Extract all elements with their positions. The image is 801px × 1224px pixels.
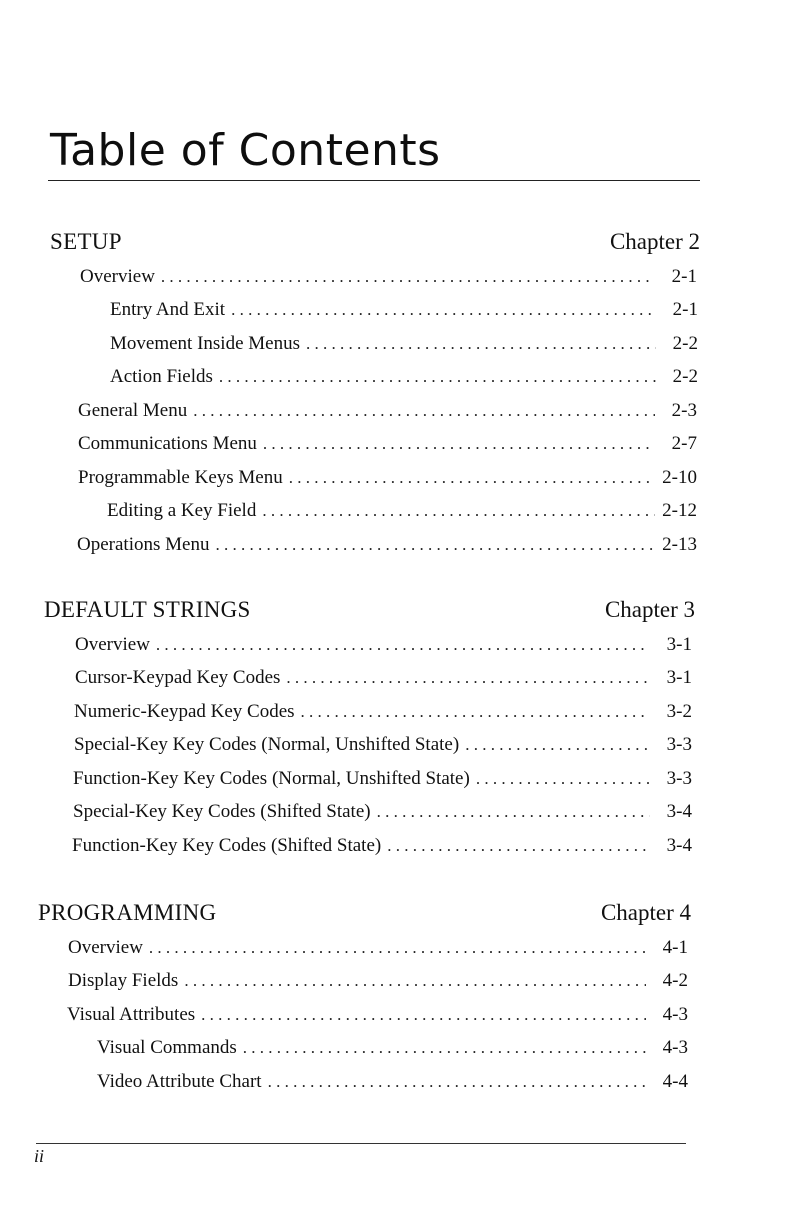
- page-number: ii: [34, 1146, 45, 1166]
- dot-leader: [263, 434, 655, 454]
- entry-page: 2-7: [671, 433, 697, 455]
- toc-entry[interactable]: [44, 762, 695, 796]
- dot-leader: [387, 836, 650, 856]
- entry-page: 4-1: [662, 936, 688, 958]
- section-setup: [50, 227, 700, 562]
- toc-entry[interactable]: [44, 662, 695, 696]
- dot-leader: [193, 401, 655, 421]
- entry-page: 2-2: [672, 366, 698, 388]
- entry-page: 2-1: [672, 299, 698, 321]
- toc-entry[interactable]: [38, 965, 691, 999]
- toc-entry[interactable]: [38, 1032, 691, 1066]
- dot-leader: [377, 802, 650, 822]
- section-heading: [44, 595, 695, 625]
- toc-entry[interactable]: [50, 461, 700, 495]
- toc-entry[interactable]: [38, 998, 691, 1032]
- entry-page: 4-2: [662, 970, 688, 992]
- toc-entry[interactable]: [50, 528, 700, 562]
- entry-title: Overview: [80, 265, 155, 287]
- section-default-strings: [44, 595, 695, 863]
- entry-page: 2-1: [671, 265, 697, 287]
- entry-page: 2-2: [672, 332, 698, 354]
- chapter-label: Chapter 4: [600, 900, 691, 925]
- section-heading: [38, 898, 691, 928]
- section-name: PROGRAMMING: [38, 900, 217, 925]
- dot-leader: [268, 1072, 646, 1092]
- page-title: Table of Contents: [50, 125, 441, 176]
- toc-entry[interactable]: [50, 260, 700, 294]
- entry-page: 3-1: [666, 633, 692, 655]
- toc-entry[interactable]: [44, 628, 695, 662]
- dot-leader: [306, 334, 656, 354]
- footer-rule: [36, 1143, 686, 1144]
- entry-title: Special-Key Key Codes (Normal, Unshifted State): [74, 734, 460, 756]
- dot-leader: [262, 501, 655, 521]
- entry-title: Programmable Keys Menu: [78, 466, 283, 488]
- chapter-label: Chapter 3: [604, 597, 695, 622]
- entry-title: Numeric-Keypad Key Codes: [74, 700, 295, 722]
- entry-page: 3-4: [666, 834, 692, 856]
- section-name: DEFAULT STRINGS: [44, 597, 251, 622]
- entry-page: 2-13: [662, 533, 697, 555]
- section-programming: [38, 898, 691, 1099]
- dot-leader: [149, 938, 646, 958]
- section-name: SETUP: [50, 229, 122, 254]
- entry-page: 3-3: [666, 767, 692, 789]
- dot-leader: [476, 769, 650, 789]
- entry-title: Action Fields: [110, 366, 213, 388]
- dot-leader: [231, 300, 656, 320]
- dot-leader: [286, 668, 650, 688]
- toc-entry[interactable]: [44, 796, 695, 830]
- dot-leader: [184, 971, 646, 991]
- dot-leader: [156, 635, 650, 655]
- entry-page: 3-3: [666, 734, 692, 756]
- entry-title: Function-Key Key Codes (Normal, Unshifted State): [73, 767, 470, 789]
- entry-title: Overview: [68, 936, 143, 958]
- toc-entry[interactable]: [44, 729, 695, 763]
- toc-entry[interactable]: [50, 394, 700, 428]
- entry-title: Visual Attributes: [67, 1003, 196, 1025]
- dot-leader: [215, 535, 655, 555]
- dot-leader: [161, 267, 655, 287]
- entry-page: 2-3: [671, 399, 697, 421]
- toc-entry[interactable]: [50, 327, 700, 361]
- entry-title: Special-Key Key Codes (Shifted State): [73, 801, 371, 823]
- entry-title: Function-Key Key Codes (Shifted State): [72, 834, 382, 856]
- toc-entry[interactable]: [38, 1065, 691, 1099]
- entry-page: 2-10: [662, 466, 697, 488]
- dot-leader: [219, 367, 656, 387]
- title-rule: [48, 180, 700, 181]
- toc-entry[interactable]: [44, 695, 695, 729]
- entry-page: 3-2: [666, 700, 692, 722]
- toc-entry[interactable]: [50, 495, 700, 529]
- toc-entry[interactable]: [50, 294, 700, 328]
- entry-page: 3-4: [666, 801, 692, 823]
- section-heading: [50, 227, 700, 257]
- chapter-label: Chapter 2: [609, 229, 700, 254]
- toc-entry[interactable]: [44, 829, 695, 863]
- entry-page: 3-1: [666, 667, 692, 689]
- entry-title: Editing a Key Field: [107, 500, 257, 522]
- entry-page: 2-12: [662, 500, 697, 522]
- dot-leader: [201, 1005, 646, 1025]
- entry-title: General Menu: [78, 399, 188, 421]
- entry-title: Overview: [75, 633, 150, 655]
- toc-entry[interactable]: [50, 361, 700, 395]
- dot-leader: [289, 468, 655, 488]
- entry-title: Entry And Exit: [110, 299, 226, 321]
- entry-title: Cursor-Keypad Key Codes: [75, 667, 281, 689]
- entry-title: Operations Menu: [77, 533, 210, 555]
- entry-page: 4-3: [662, 1003, 688, 1025]
- entry-page: 4-3: [662, 1037, 688, 1059]
- dot-leader: [465, 735, 650, 755]
- dot-leader: [301, 702, 650, 722]
- entry-title: Communications Menu: [78, 433, 257, 455]
- entry-title: Display Fields: [68, 970, 179, 992]
- entry-title: Visual Commands: [97, 1037, 237, 1059]
- entry-title: Movement Inside Menus: [110, 332, 300, 354]
- toc-entry[interactable]: [38, 931, 691, 965]
- toc-entry[interactable]: [50, 428, 700, 462]
- entry-page: 4-4: [662, 1070, 688, 1092]
- dot-leader: [243, 1038, 646, 1058]
- entry-title: Video Attribute Chart: [97, 1070, 262, 1092]
